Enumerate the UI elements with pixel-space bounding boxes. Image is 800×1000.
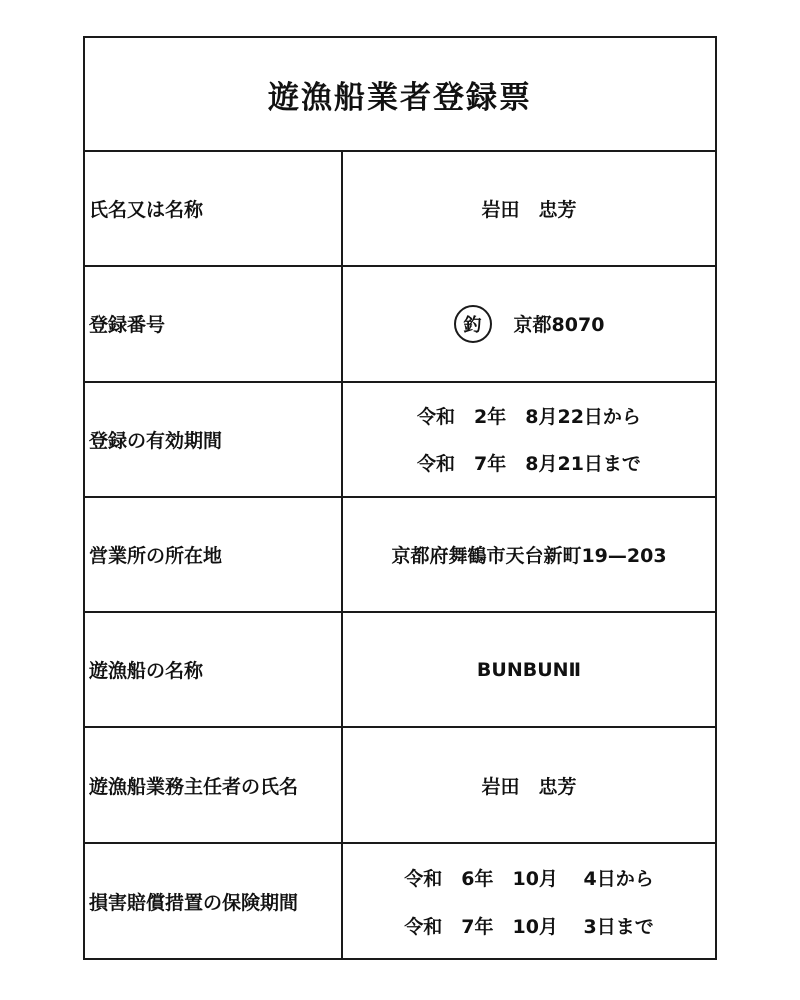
value-office-address bbox=[343, 498, 715, 611]
row-chief-name bbox=[85, 728, 715, 843]
label-insurance-period: 損害賠償措置の保険期間 bbox=[85, 844, 343, 959]
chief-name: 岩田 忠芳 bbox=[481, 775, 577, 798]
value-insurance-period bbox=[343, 844, 715, 959]
label-boat-name: 遊漁船の名称 bbox=[85, 613, 343, 726]
row-validity-period bbox=[85, 383, 715, 498]
row-boat-name bbox=[85, 613, 715, 728]
row-office-address bbox=[85, 498, 715, 613]
value-registration-number bbox=[343, 267, 715, 380]
value-boat-name bbox=[343, 613, 715, 726]
row-registration-number bbox=[85, 267, 715, 382]
document-title: 遊漁船業者登録票 bbox=[268, 79, 532, 116]
row-name bbox=[85, 152, 715, 267]
label-office-address: 営業所の所在地 bbox=[85, 498, 343, 611]
owner-name: 岩田 忠芳 bbox=[481, 199, 577, 222]
title-row bbox=[85, 38, 715, 152]
label-name: 氏名又は名称 bbox=[85, 152, 343, 265]
value-name bbox=[343, 152, 715, 265]
validity-end: 令和 7年 8月21日まで bbox=[417, 453, 641, 476]
registration-number: 京都8070 bbox=[513, 314, 605, 337]
boat-name: BUNBUNⅡ bbox=[476, 658, 582, 681]
value-chief-name bbox=[343, 728, 715, 841]
insurance-end: 令和 7年 10月 3日まで bbox=[404, 915, 654, 938]
label-chief-name: 遊漁船業務主任者の氏名 bbox=[85, 728, 343, 841]
label-validity-period: 登録の有効期間 bbox=[85, 383, 343, 496]
registration-sheet bbox=[83, 36, 717, 960]
office-address: 京都府舞鶴市天台新町19—203 bbox=[391, 545, 667, 568]
label-registration-number: 登録番号 bbox=[85, 267, 343, 380]
row-insurance-period bbox=[85, 844, 715, 959]
registration-line bbox=[454, 305, 605, 343]
fishing-circle-mark: 釣 bbox=[454, 305, 492, 343]
insurance-start: 令和 6年 10月 4日から bbox=[404, 868, 654, 891]
validity-start: 令和 2年 8月22日から bbox=[417, 406, 641, 429]
value-validity-period bbox=[343, 383, 715, 496]
